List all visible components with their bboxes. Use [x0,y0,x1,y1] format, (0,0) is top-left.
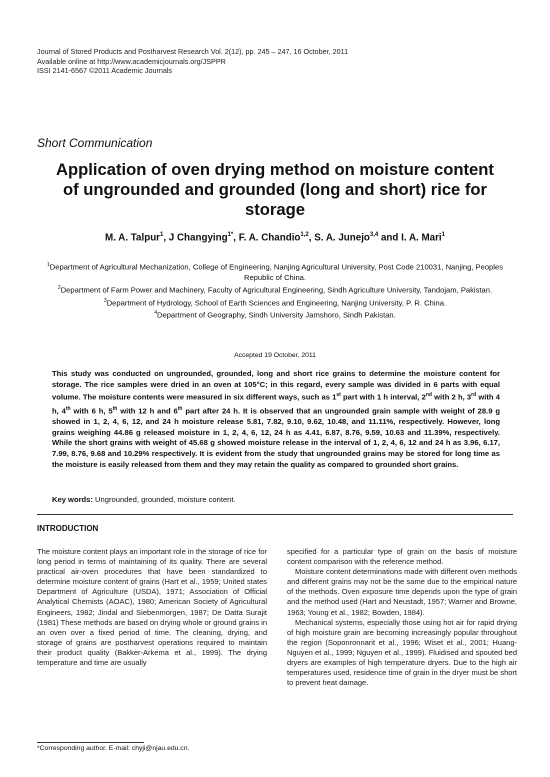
right-column [287,547,517,688]
footnote-divider [37,742,144,743]
author-affil-mark: 1,2 [300,232,309,238]
introduction-heading: INTRODUCTION [37,524,99,533]
keywords-text: Ungrounded, grounded, moisture content. [92,495,236,504]
affiliation-item: $^4$Department of Geography, Sindh University Jamshoro, Sindh Pakistan. [154,310,396,320]
paragraph: Moisture content determinations made with different oven methods and different grains may not be the same due to the empirical nature of the methods. Oven exposure time depends upon the type of grain and the method used (Hart and Neustadt, 1957; Warner and Browne, 1963; Young et al., 1982; Bowden, 1984). [287,567,517,617]
author-name: I. A. Mari [401,232,442,244]
author-affil-mark: 1 [441,232,445,238]
section-label: Short Communication [37,136,153,150]
corresponding-author-footnote: *Corresponding author. E-mail: chyji@njau.edu.cn. [37,745,190,752]
author-affil-mark: 1* [227,232,234,238]
keywords [52,495,236,504]
paper-title [20,160,530,220]
title-line: of ungrounded and grounded (long and short) rice for [62,180,488,199]
accepted-date: Accepted 19 October, 2011 [234,352,316,359]
affiliation-item: $^1$Department of Agricultural Mechanization, College of Engineering, Nanjing Agricultural University, Post Code 210031, Nanjing, Peoples Republic of China. [47,262,503,282]
paragraph: specified for a particular type of grain on the basis of moisture content comparison with the reference method. [287,547,517,567]
title-line: Application of oven drying method on moisture content [56,160,494,179]
issn-line: ISSI 2141-6567 ©2011 Academic Journals [37,66,173,76]
author-name: M. A. Talpur [105,232,160,244]
journal-citation: Journal of Stored Products and Postharvest Research Vol. 2(12), pp. 245 – 247, 16 October, 2011 [37,47,349,56]
author-name: J Changying [168,232,228,244]
online-availability: Available online at http://www.academicjournals.org/JSPPR [37,56,226,66]
paragraph: Mechanical systems, especially those using hot air for rapid drying of high moisture grain are becoming increasingly popular throughout the region (Soponronnarit et al., 1996; Wiset et al., 2001; Huang-Nguyen et al., 1999; Nguyen et al., 1999). Fluidised and spouted bed dryers are examples of high temperature dryers. Due to the high air temperatures used, residence time of grain in the dryer must be short to prevent heat damage. [287,617,517,688]
paragraph: The moisture content plays an important role in the storage of rice for long period in terms of maintaining of its quality. There are several practical air-oven procedures that have been standardized to determine moisture content of grains (Hart et al., 1959; United states Department of Agriculture (USDA), 1971; Association of Official Analytical Chemists (AOAC), 1980; American Society of Agricultural Engineers, 1982; Jindal and Siebenmorgen, 1987; De Datta Surajit (1981) These methods are based on drying whole or ground grains in an oven over a fixed period of time. The cleaning, drying, and storage of grains are postharvest operations required to maintain their product quality (Bakker-Arkema et al., 1999). The drying temperature and time are usually [37,547,268,668]
author-list: M. A. Talpur$^1$, J Changying$^{1*}$, F. A. Chandio$^{1,2}$, S. A. Junejo$^{3,4}$ and I. A. Mari$^1$ [105,232,445,244]
author-affil-mark: 1 [160,232,164,238]
section-divider [37,514,513,515]
affiliation-item: $^2$Department of Farm Power and Machinery, Faculty of Agricultural Engineering, Sindh Agriculture University, Tandojam, Pakistan. [57,284,493,295]
author-affil-mark: 3,4 [369,232,379,238]
journal-header [37,47,348,76]
author-name: S. A. Junejo [314,232,370,244]
affiliation-item: $^3$Department of Hydrology, School of Earth Sciences and Engineering, Nanjing University, P. R. China. [103,297,447,308]
affiliations [32,260,518,321]
author-name: F. A. Chandio [238,232,301,244]
abstract: This study was conducted on ungrounded, grounded, long and short rice grains to determine the moisture content for storage. The rice samples were dried in an oven at 105°C; in this regard, every sample was divided in 6 parts with equal volume. The moisture contents were measured in six different ways, such as 1st part with 1 h interval, 2nd with 2 h, 3rd with 4 h, 4th with 6 h, 5th with 12 h and 6th part after 24 h. It is observed that an ungrounded grain sample with weight of 28.9 g showed in 1, 2, 4, 6, 12, and 24 h moisture release 5.81, 7.82, 9.10, 9.62, 10.48, and 11.11%, respectively. However, long grains weighing 44.86 g released moisture in 1, 2, 4, 6, 12, 24 h as 4.41, 6.87, 8.76, 9.59, 10.63 and 11.39%, respectively. While the short grains with weight of 45.68 g showed moisture release in the interval of 1, 2, 4, 6, 12 and 24 h as 3.96, 6.17, 7.99, 8.76, 9.68 and 10.29% respectively. It is evident from the study that ungrounded grains may be stored for long time as the moisture is easily released from them and they may retain the quality as compared to grounded short grains. [52,369,500,469]
title-line: storage [245,200,305,219]
keywords-label: Key words: [52,495,93,504]
left-column [37,547,267,668]
